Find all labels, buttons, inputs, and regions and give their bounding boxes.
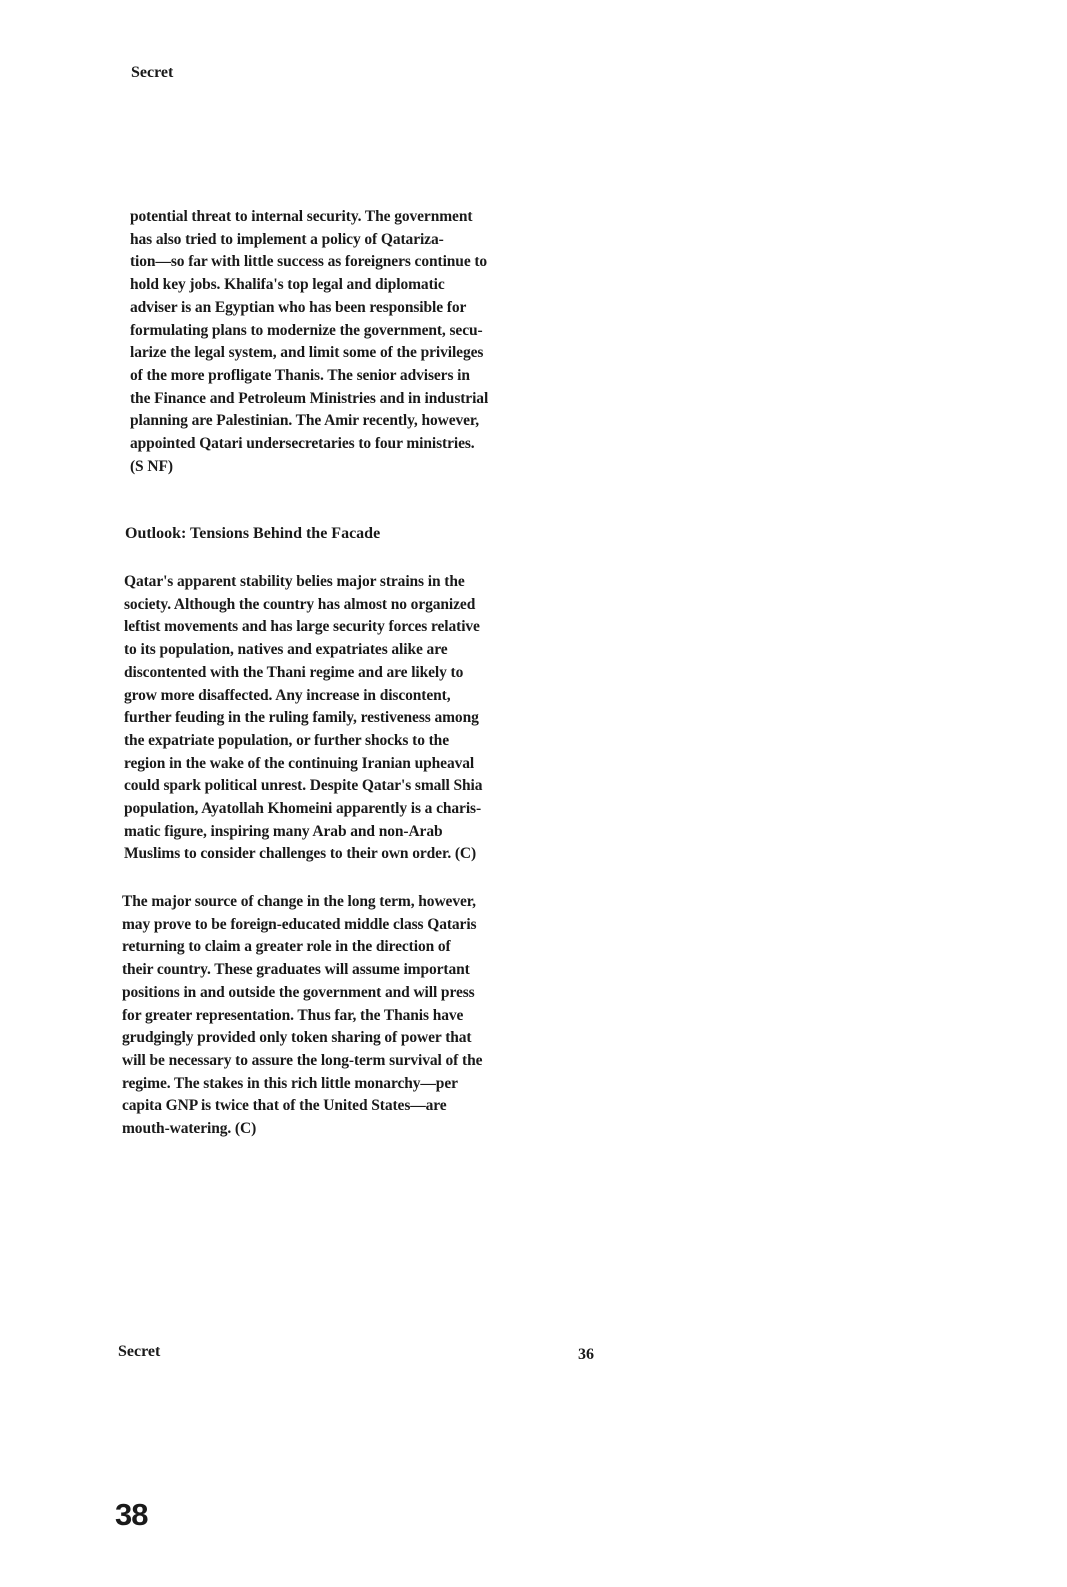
paragraph-line: regime. The stakes in this rich little monarchy—per: [122, 1074, 458, 1092]
paragraph-line: grow more disaffected. Any increase in discontent,: [124, 686, 451, 704]
paragraph-line: planning are Palestinian. The Amir recently, however,: [130, 412, 480, 430]
paragraph-line: of the more profligate Thanis. The senior advisers in: [130, 366, 470, 384]
paragraph-line: larize the legal system, and limit some of the privileges: [130, 344, 484, 362]
paragraph-line: the Finance and Petroleum Ministries and in industrial: [130, 389, 489, 407]
paragraph-internal-security: [130, 206, 580, 478]
paragraph-line: further feuding in the ruling family, restiveness among: [124, 709, 479, 727]
paragraph-line: grudgingly provided only token sharing of power that: [122, 1029, 472, 1047]
paragraph-line: may prove to be foreign-educated middle class Qataris: [122, 915, 477, 933]
paragraph-line: discontented with the Thani regime and are likely to: [124, 663, 464, 681]
paragraph-line: mouth-watering. (C): [122, 1120, 257, 1138]
paragraph-line: to its population, natives and expatriates alike are: [124, 641, 448, 659]
paragraph-long-term-change: [122, 891, 572, 1141]
folio-number: 38: [115, 1497, 148, 1532]
paragraph-line: capita GNP is twice that of the United States—are: [122, 1097, 447, 1115]
paragraph-line: The major source of change in the long term, however,: [122, 893, 476, 910]
paragraph-line: Qatar's apparent stability belies major strains in the: [124, 573, 465, 590]
paragraph-line: Muslims to consider challenges to their own order. (C): [124, 845, 477, 863]
paragraph-line: population, Ayatollah Khomeini apparently is a charis-: [124, 800, 482, 818]
page-number: 36: [578, 1346, 594, 1363]
paragraph-line: the expatriate population, or further shocks to the: [124, 731, 449, 749]
footer-classification-marking: Secret: [118, 1343, 161, 1360]
header-classification-marking: Secret: [131, 64, 174, 81]
section-heading-outlook: Outlook: Tensions Behind the Facade: [125, 525, 381, 542]
paragraph-classification-tag: (S NF): [130, 457, 173, 475]
paragraph-line: their country. These graduates will assume important: [122, 961, 470, 979]
paragraph-line: appointed Qatari undersecretaries to four ministries.: [130, 435, 475, 453]
paragraph-line: matic figure, inspiring many Arab and non-Arab: [124, 822, 443, 840]
paragraph-line: tion—so far with little success as foreigners continue to: [130, 253, 488, 271]
paragraph-line: positions in and outside the government and will press: [122, 983, 475, 1001]
paragraph-line: region in the wake of the continuing Iranian upheaval: [124, 754, 475, 772]
paragraph-line: for greater representation. Thus far, the Thanis have: [122, 1006, 464, 1024]
paragraph-line: formulating plans to modernize the government, secu-: [130, 321, 483, 339]
paragraph-line: could spark political unrest. Despite Qatar's small Shia: [124, 777, 483, 795]
paragraph-outlook-stability: [124, 571, 574, 866]
paragraph-line: will be necessary to assure the long-term survival of the: [122, 1051, 483, 1069]
paragraph-line: society. Although the country has almost no organized: [124, 595, 476, 613]
paragraph-line: has also tried to implement a policy of Qatariza-: [130, 230, 444, 248]
paragraph-line: adviser is an Egyptian who has been responsible for: [130, 298, 467, 316]
paragraph-line: potential threat to internal security. The government: [130, 208, 473, 225]
paragraph-line: leftist movements and has large security forces relative: [124, 618, 480, 636]
paragraph-line: hold key jobs. Khalifa's top legal and diplomatic: [130, 276, 445, 294]
paragraph-line: returning to claim a greater role in the direction of: [122, 938, 451, 956]
